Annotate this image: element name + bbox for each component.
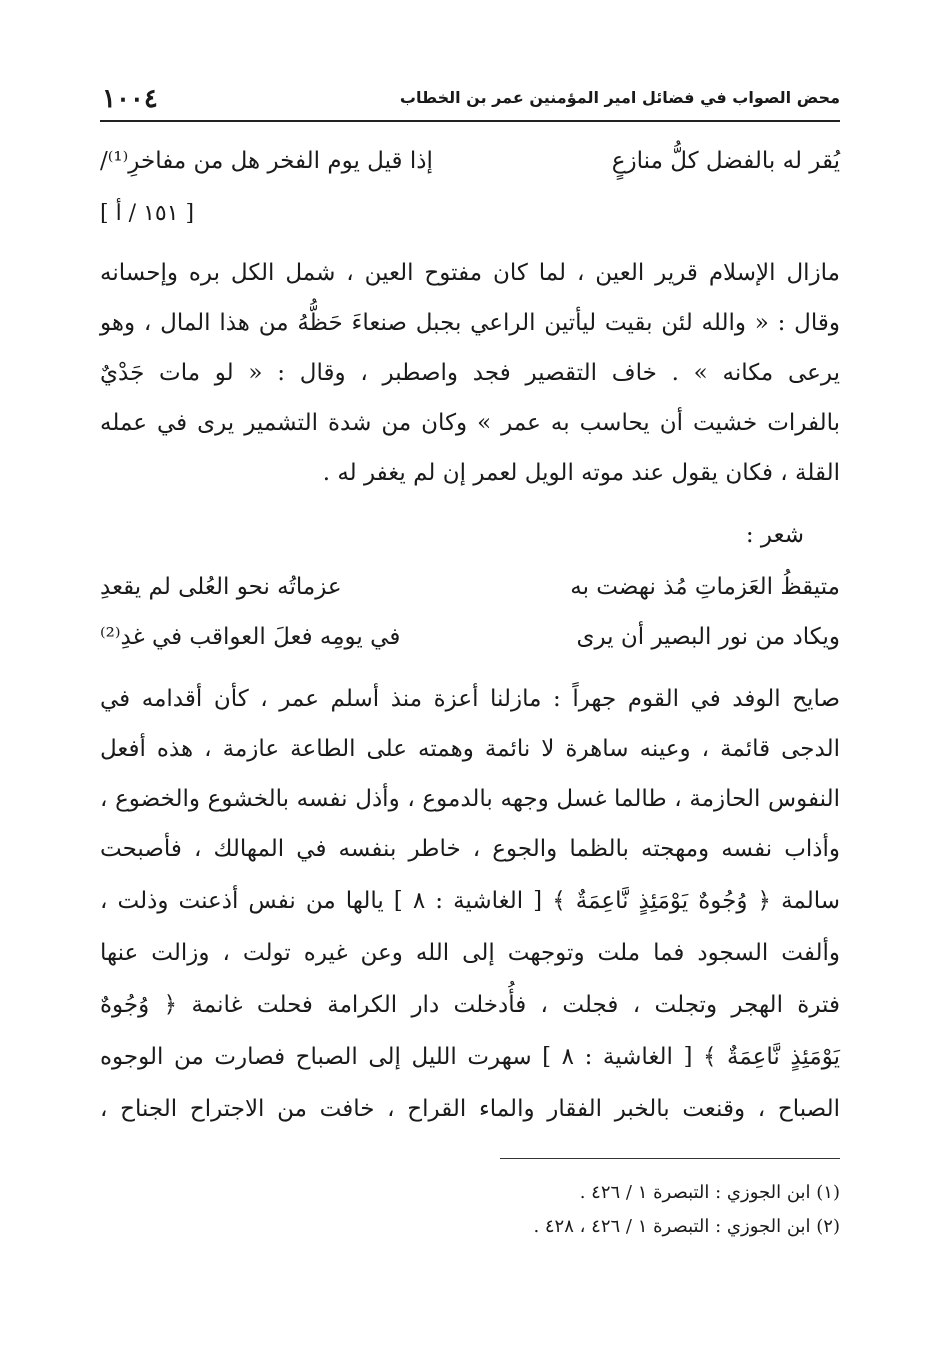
paragraph-1-line: القلة ، فكان يقول عند موته الويل لعمر إن لم يغفر له . (322, 460, 840, 486)
paragraph-2-line: سالمة ﴿ وُجُوهٌ يَوْمَئِذٍ نَّاعِمَةٌ ﴾ [ الغاشية : ٨ ] يالها من نفس أذعنت وذلت ، (100, 888, 840, 914)
paragraph-2-line: وألفت السجود فما ملت وتوجهت إلى الله وعن غيره تولت ، وزالت عنها (100, 940, 840, 966)
verse-1-first-hemistich: يُقر له بالفضل كلُّ منازعٍ (611, 148, 840, 174)
paragraph-2-line: وأذاب نفسه ومهجته بالظما والجوع ، خاطر بنفسه في المهالك ، فأصبحت (100, 836, 840, 862)
verse-2-second-hemistich: عزماتُه نحو العُلى لم يقعدِ (100, 574, 342, 600)
paragraph-1-line: يرعى مكانه » . خاف التقصير فجد واصطبر ، وقال : « لو مات جَدْيٌ (100, 360, 840, 386)
paragraph-2-line: الدجى قائمة ، وعينه ساهرة لا نائمة وهمته على الطاعة عازمة ، هذه أفعل (100, 736, 840, 762)
poem-label: شعر : (745, 522, 804, 548)
verse-3 (100, 612, 840, 662)
verse-2-first-hemistich: متيقظُ العَزماتِ مُذ نهضت به (570, 574, 840, 600)
paragraph-1-line: وقال : « والله لئن بقيت ليأتين الراعي بجبل صنعاءَ حَظُّهُ من هذا المال ، وهو (100, 310, 840, 336)
verse-2 (100, 562, 840, 612)
paragraph-2-line: صايح الوفد في القوم جهراً : مازلنا أعزة منذ أسلم عمر ، كأن أقدامه في (100, 686, 840, 712)
paragraph-2-line: فترة الهجر وتجلت ، فجلت ، فأُدخلت دار الكرامة فحلت غانمة ﴿ وُجُوهٌ (100, 992, 840, 1018)
verse-1-second-hemistich: إذا قيل يوم الفخر هل من مفاخرِ⁽¹⁾/ (100, 148, 433, 174)
running-title: محض الصواب في فضائل امير المؤمنين عمر بن الخطاب (399, 88, 840, 107)
page-number: ١٠٠٤ (102, 84, 158, 114)
verse-3-second-hemistich: في يومِه فعلَ العواقب في غدِ⁽²⁾ (100, 624, 401, 650)
verse-3-first-hemistich: ويكاد من نور البصير أن يرى (576, 624, 840, 650)
paragraph-2-line: النفوس الحازمة ، طالما غسل وجهه بالدموع ، وأذل نفسه بالخشوع والخضوع ، (100, 786, 840, 812)
footnote-separator (500, 1158, 840, 1159)
paragraph-1-line: بالفرات خشيت أن يحاسب به عمر » وكان من شدة التشمير يرى في عمله (100, 410, 840, 436)
paragraph-2-line: الصباح ، وقنعت بالخبر الفقار والماء القراح ، خافت من الاجتراح الجناح ، (100, 1096, 840, 1122)
paragraph-1-line: مازال الإسلام قرير العين ، لما كان مفتوح العين ، شمل الكل بره وإحسانه (100, 260, 840, 286)
verse-1 (100, 136, 840, 186)
paragraph-2-line: يَوْمَئِذٍ نَّاعِمَةٌ ﴾ [ الغاشية : ٨ ] سهرت الليل إلى الصباح فصارت من الوجوه (100, 1044, 840, 1070)
footnote: (١) ابن الجوزي : التبصرة ١ / ٤٢٦ . (579, 1182, 840, 1203)
footnote: (٢) ابن الجوزي : التبصرة ١ / ٤٢٦ ، ٤٢٨ . (533, 1216, 840, 1237)
manuscript-folio-ref: [ ١٥١ / أ ] (100, 201, 195, 226)
running-header (100, 84, 840, 122)
